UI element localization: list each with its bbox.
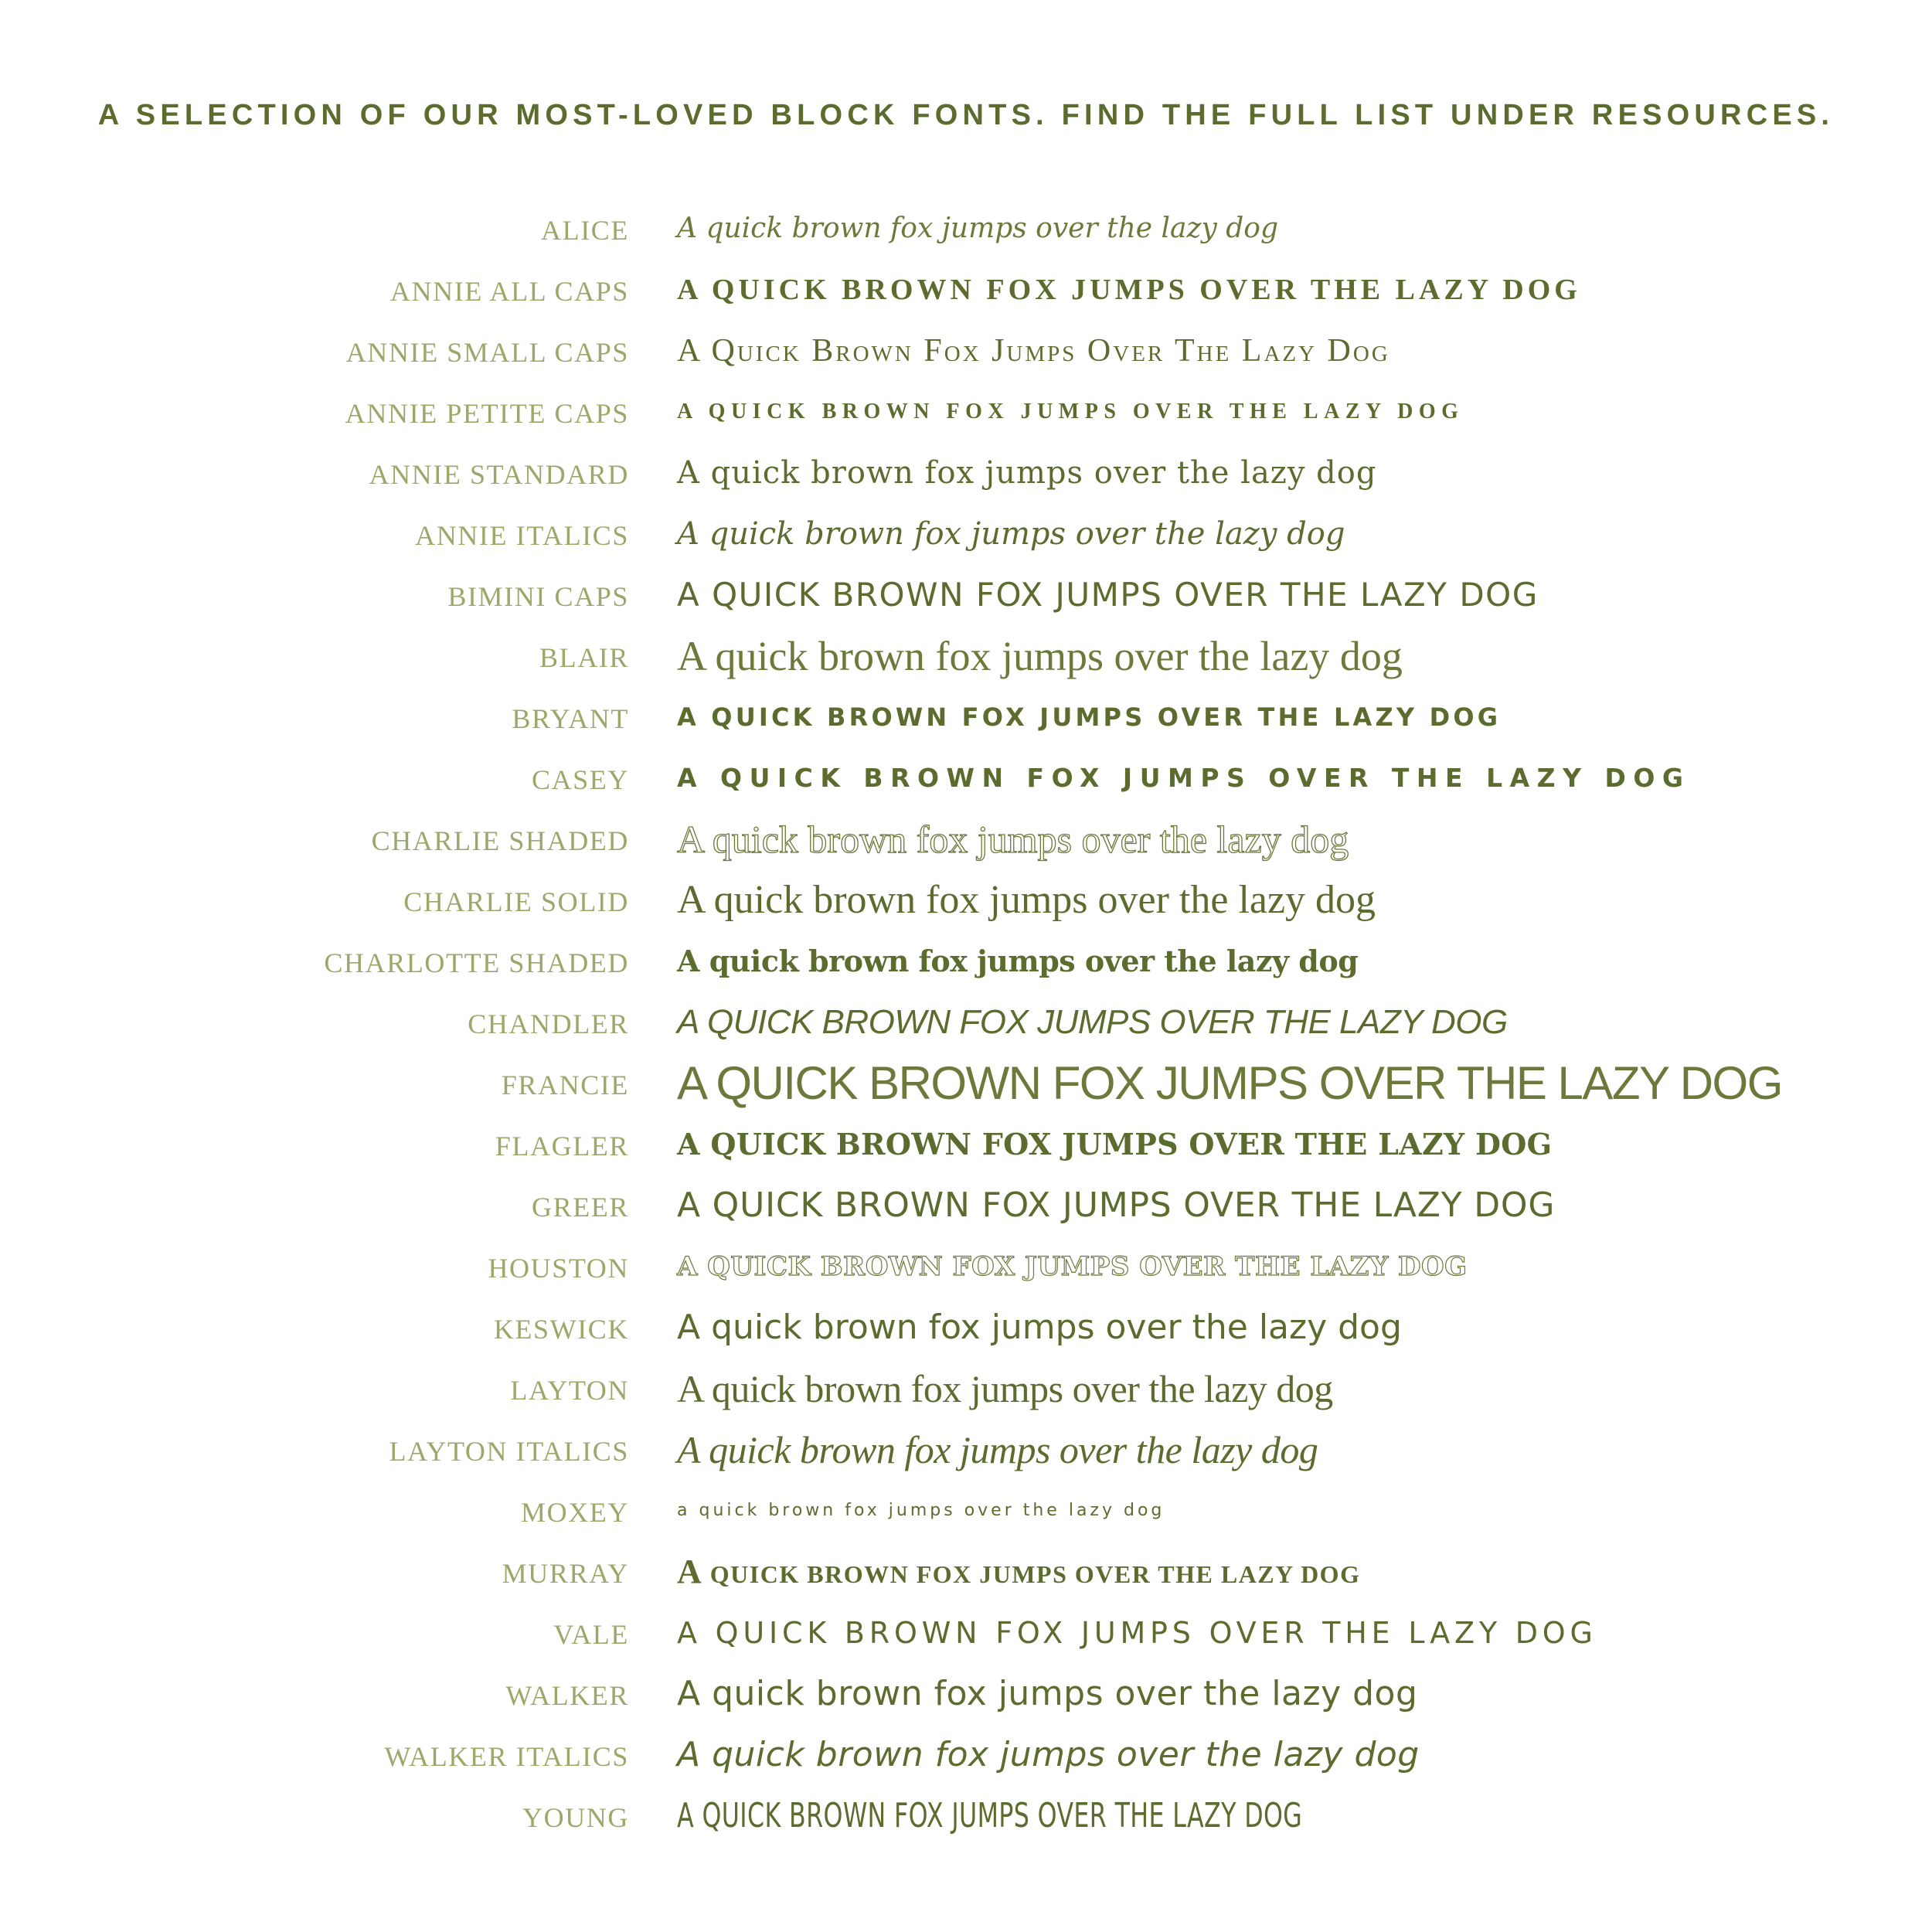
font-sample: a quick brown fox jumps over the lazy dog — [677, 1501, 1165, 1520]
font-row-murray — [0, 1543, 1932, 1604]
font-row-annie-all-caps — [0, 260, 1932, 321]
font-sample: A quick brown fox jumps over the lazy dog — [677, 1367, 1333, 1410]
font-row-bimini-caps — [0, 566, 1932, 627]
font-row-charlie-shaded — [0, 810, 1932, 871]
font-sample: A QUICK BROWN FOX JUMPS OVER THE LAZY DOG — [677, 1057, 1782, 1109]
font-sample: A quick brown fox jumps over the lazy dog — [677, 516, 1345, 552]
font-sample: A quick brown fox jumps over the lazy dog — [677, 1674, 1418, 1713]
font-name: CHANDLER — [468, 1009, 629, 1039]
font-name: BIMINI CAPS — [447, 581, 629, 612]
font-sample: A QUICK BROWN FOX JUMPS OVER THE LAZY DOG — [677, 576, 1539, 614]
font-name: VALE — [553, 1619, 629, 1650]
font-name: ANNIE ALL CAPS — [389, 276, 629, 307]
font-list — [0, 199, 1932, 1848]
font-name: LAYTON — [510, 1375, 629, 1406]
font-sample: A QUICK BROWN FOX JUMPS OVER THE LAZY DOG — [677, 702, 1502, 732]
font-sample: A QUICK BROWN FOX JUMPS OVER THE LAZY DOG — [677, 1127, 1553, 1162]
page-heading: A SELECTION OF OUR MOST-LOVED BLOCK FONTS. FIND THE FULL LIST UNDER RESOURCES. — [97, 99, 1835, 131]
font-name: CASEY — [531, 764, 629, 795]
font-name: ANNIE STANDARD — [369, 459, 629, 490]
font-name: ANNIE SMALL CAPS — [345, 337, 629, 368]
font-row-walker-italics — [0, 1726, 1932, 1787]
font-sample: A QUICK BROWN FOX JUMPS OVER THE LAZY DOG — [677, 1003, 1508, 1041]
font-name: CHARLIE SHADED — [371, 825, 629, 856]
font-sample: A QUICK BROWN FOX JUMPS OVER THE LAZY DOG — [677, 763, 1691, 793]
font-row-layton-italics — [0, 1420, 1932, 1481]
font-row-vale — [0, 1604, 1932, 1665]
font-name: HOUSTON — [488, 1253, 629, 1284]
font-sample: A QUICK BROWN FOX JUMPS OVER THE LAZY DOG — [677, 1616, 1597, 1650]
font-sample: A quick brown fox jumps over the lazy dog — [677, 633, 1403, 679]
font-name: YOUNG — [522, 1802, 629, 1833]
font-row-casey — [0, 749, 1932, 810]
font-name: FRANCIE — [501, 1070, 629, 1100]
font-name: FLAGLER — [495, 1131, 629, 1162]
font-sample: A Quick Brown Fox Jumps Over The Lazy Dog — [677, 333, 1390, 369]
font-name: LAYTON ITALICS — [389, 1436, 629, 1467]
font-sample: A quick brown fox jumps over the lazy dog — [677, 1308, 1402, 1347]
font-row-houston — [0, 1237, 1932, 1298]
font-sample: A quick brown fox jumps over the lazy dog — [677, 944, 1359, 978]
font-row-moxey — [0, 1481, 1932, 1543]
font-sample: A QUICK BROWN FOX JUMPS OVER THE LAZY DOG — [677, 1185, 1556, 1225]
font-row-layton — [0, 1359, 1932, 1420]
font-name: WALKER ITALICS — [384, 1741, 629, 1772]
font-name: ALICE — [541, 215, 629, 246]
font-name: ANNIE ITALICS — [415, 520, 629, 551]
font-row-walker — [0, 1665, 1932, 1726]
font-row-francie — [0, 1054, 1932, 1115]
font-row-annie-italics — [0, 505, 1932, 566]
font-row-keswick — [0, 1298, 1932, 1359]
font-row-alice — [0, 199, 1932, 260]
font-row-annie-petite-caps — [0, 383, 1932, 444]
font-sample: A QUICK BROWN FOX JUMPS OVER THE LAZY DOG — [677, 400, 1464, 423]
font-row-annie-standard — [0, 444, 1932, 505]
font-name: ANNIE PETITE CAPS — [345, 398, 629, 429]
font-row-blair — [0, 627, 1932, 688]
font-row-young — [0, 1787, 1932, 1848]
font-sample: A quick brown fox jumps over the lazy dog — [677, 1735, 1420, 1774]
font-row-annie-small-caps — [0, 321, 1932, 383]
font-sample: A quick brown fox jumps over the lazy dog — [677, 213, 1279, 244]
font-sample: A QUICK BROWN FOX JUMPS OVER THE LAZY DOG — [677, 1251, 1468, 1282]
font-row-charlie-solid — [0, 871, 1932, 932]
font-name: CHARLOTTE SHADED — [324, 947, 629, 978]
font-name: MOXEY — [521, 1497, 629, 1528]
font-name: BLAIR — [539, 642, 629, 673]
font-sample: A QUICK BROWN FOX JUMPS OVER THE LAZY DOG — [677, 1796, 1303, 1835]
font-sample: A quick brown fox jumps over the lazy dog — [677, 1428, 1318, 1471]
font-row-greer — [0, 1176, 1932, 1237]
font-row-flagler — [0, 1115, 1932, 1176]
font-name: GREER — [531, 1192, 629, 1223]
font-sample: A QUICK BROWN FOX JUMPS OVER THE LAZY DOG — [677, 1553, 1361, 1590]
font-sample: A quick brown fox jumps over the lazy dog — [677, 878, 1376, 922]
font-name: MURRAY — [502, 1558, 629, 1589]
font-name: CHARLIE SOLID — [403, 886, 629, 917]
font-name: KESWICK — [493, 1314, 629, 1345]
font-row-chandler — [0, 993, 1932, 1054]
font-row-charlotte-shaded — [0, 932, 1932, 993]
font-name: WALKER — [505, 1680, 629, 1711]
font-sample: A QUICK BROWN FOX JUMPS OVER THE LAZY DOG — [677, 274, 1581, 306]
font-sample: A quick brown fox jumps over the lazy dog — [677, 818, 1349, 861]
font-sample: A quick brown fox jumps over the lazy dog — [677, 455, 1377, 491]
font-row-bryant — [0, 688, 1932, 749]
font-name: BRYANT — [512, 703, 629, 734]
